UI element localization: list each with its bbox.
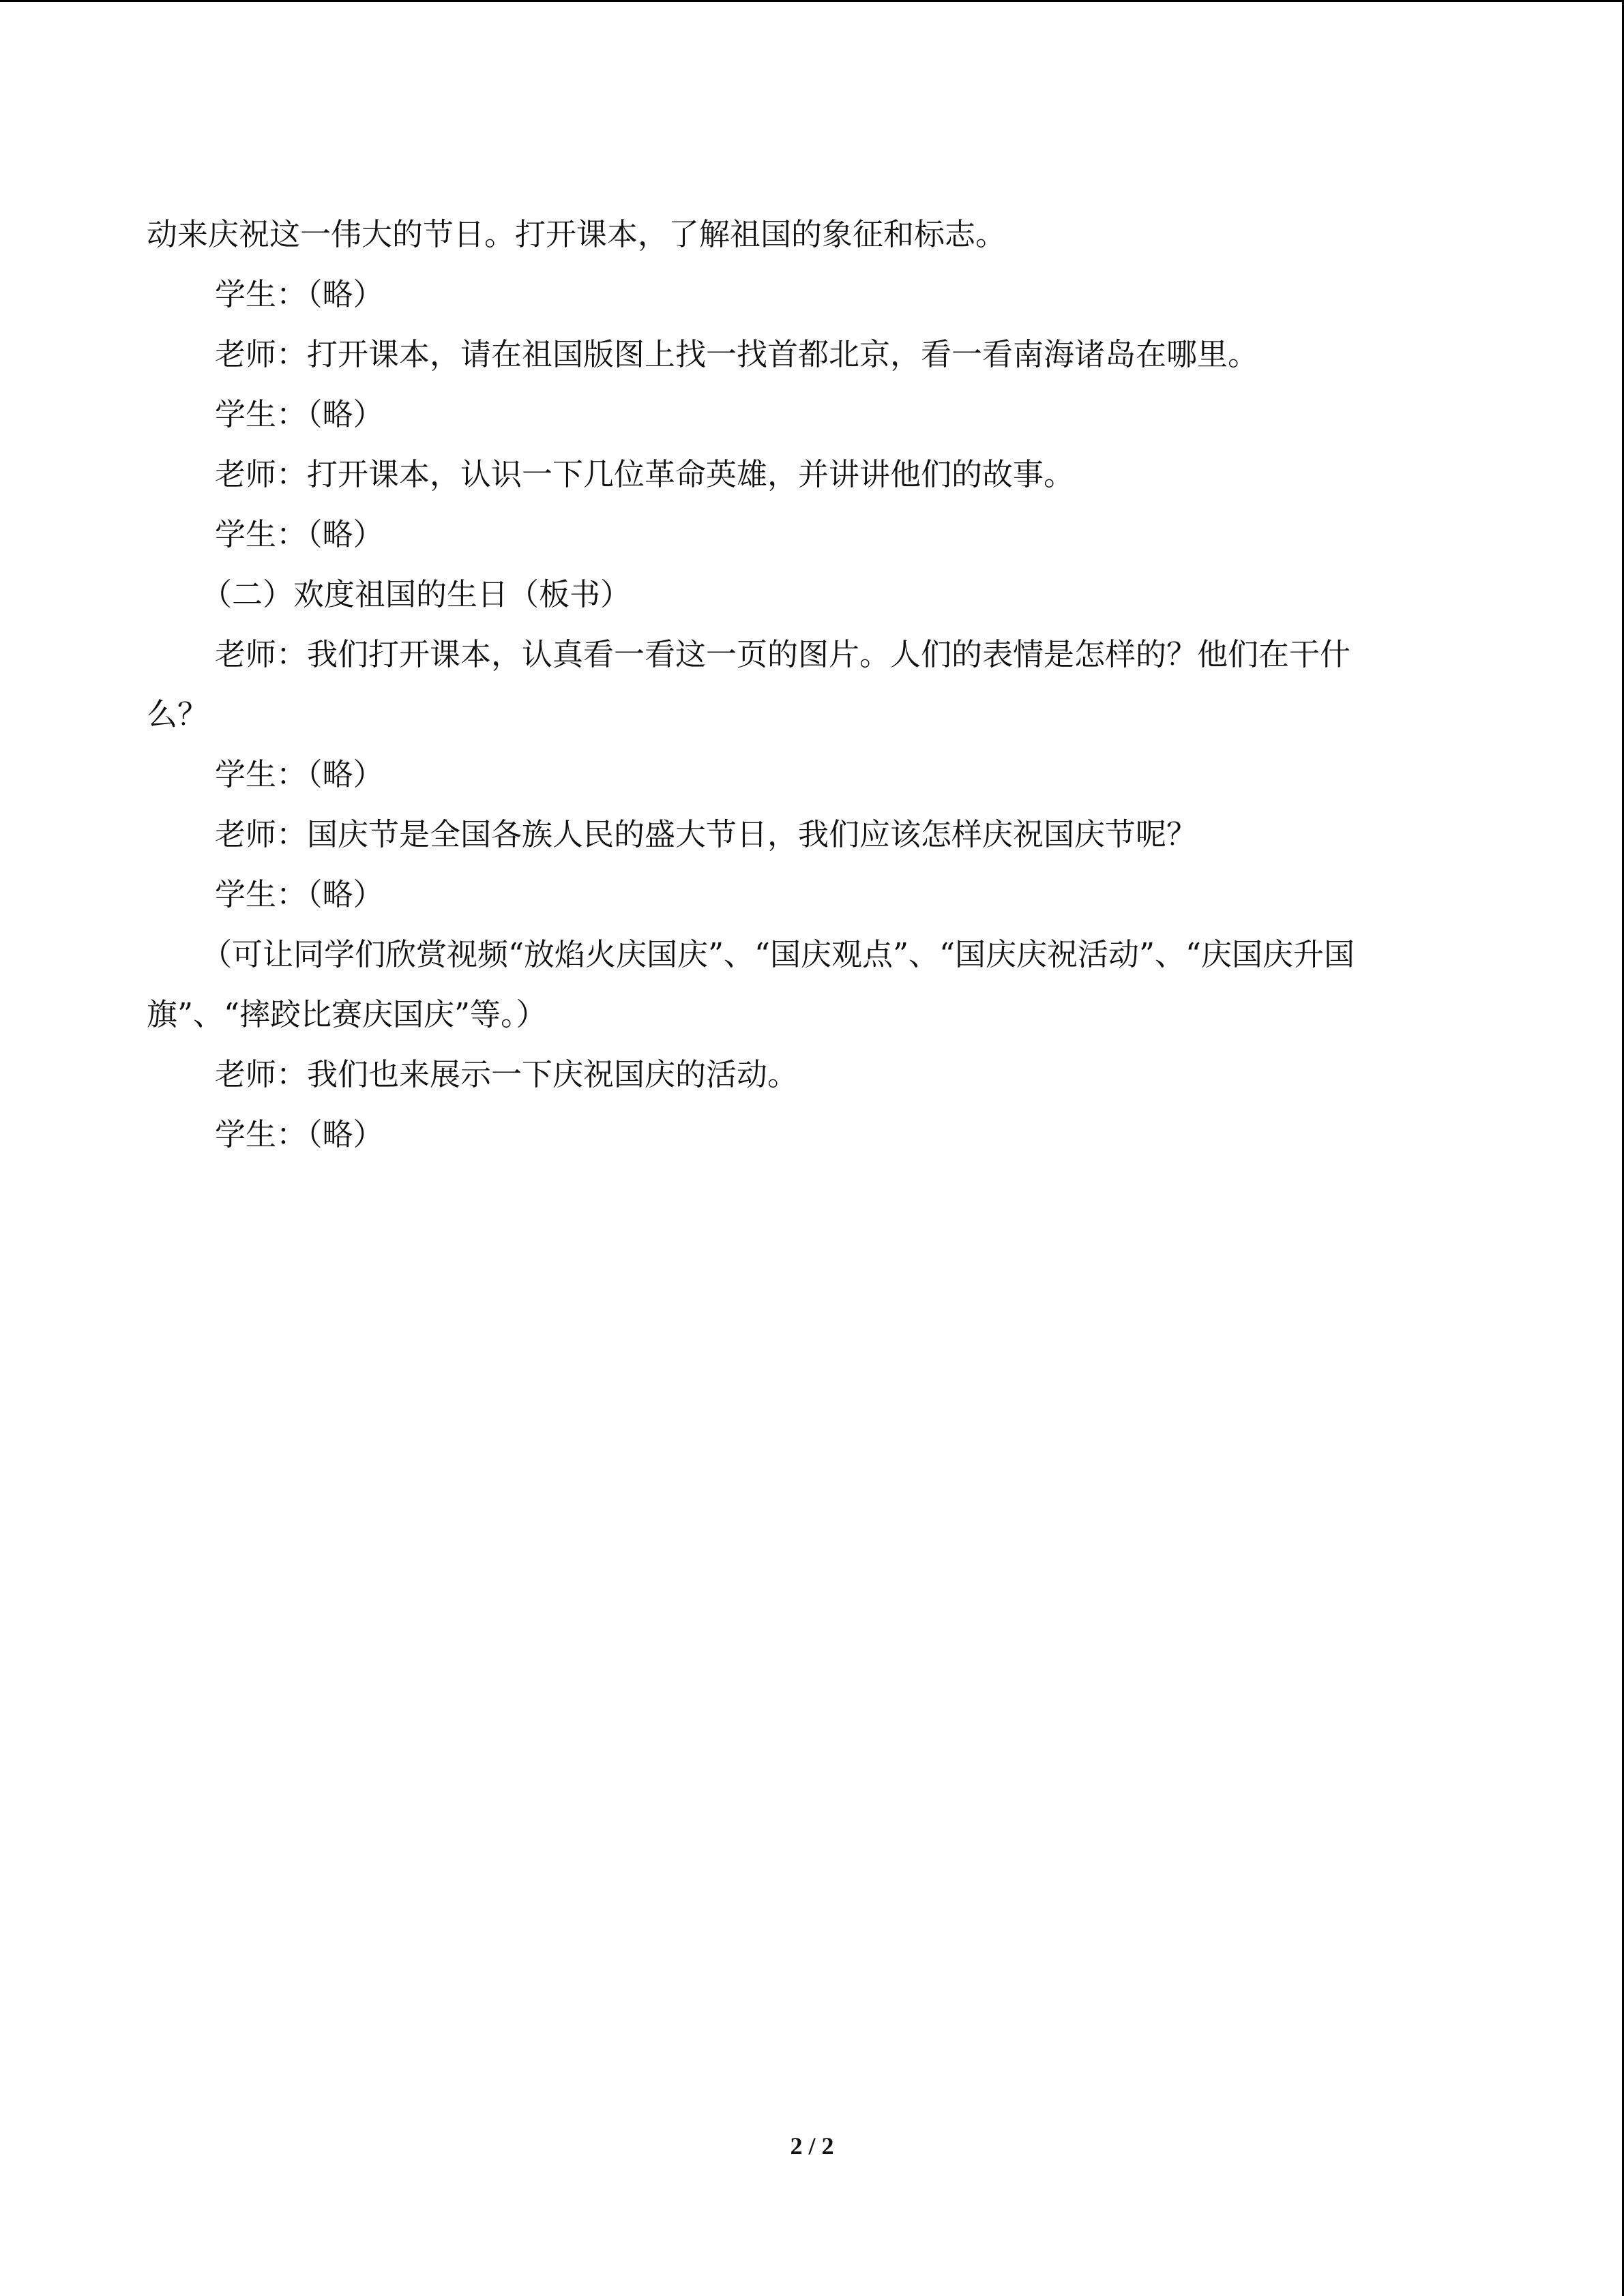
note-line: （可让同学们欣赏视频“放焰火庆国庆”、“国庆观点”、“国庆庆祝活动”、“庆国庆升国 (201, 936, 1355, 972)
teacher-line: 老师：我们也来展示一下庆祝国庆的活动。 (215, 1056, 799, 1092)
student-reply: 学生：（略） (215, 516, 384, 552)
top-border-line (0, 0, 1624, 2)
student-reply: 学生：（略） (215, 756, 384, 792)
paragraph-line: 动来庆祝这一伟大的节日。打开课本，了解祖国的象征和标志。 (147, 216, 1007, 252)
teacher-line: 老师：打开课本，认识一下几位革命英雄，并讲讲他们的故事。 (215, 456, 1075, 492)
teacher-line: 老师：我们打开课本，认真看一看这一页的图片。人们的表情是怎样的？他们在干什 (215, 636, 1351, 672)
paragraph-line: 旗”、“摔跤比赛庆国庆”等。） (147, 996, 547, 1032)
teacher-line: 老师：打开课本，请在祖国版图上找一找首都北京，看一看南海诸岛在哪里。 (215, 336, 1259, 372)
student-reply: 学生：（略） (215, 276, 384, 312)
paragraph-line: 么？ (147, 696, 209, 732)
page-number: 2 / 2 (790, 2132, 834, 2160)
student-reply: 学生：（略） (215, 876, 384, 912)
student-reply: 学生：（略） (215, 396, 384, 432)
section-heading: （二）欢度祖国的生日（板书） (201, 576, 632, 612)
student-reply: 学生：（略） (215, 1116, 384, 1152)
document-body (147, 205, 1477, 1165)
teacher-line: 老师：国庆节是全国各族人民的盛大节日，我们应该怎样庆祝国庆节呢？ (215, 816, 1198, 852)
